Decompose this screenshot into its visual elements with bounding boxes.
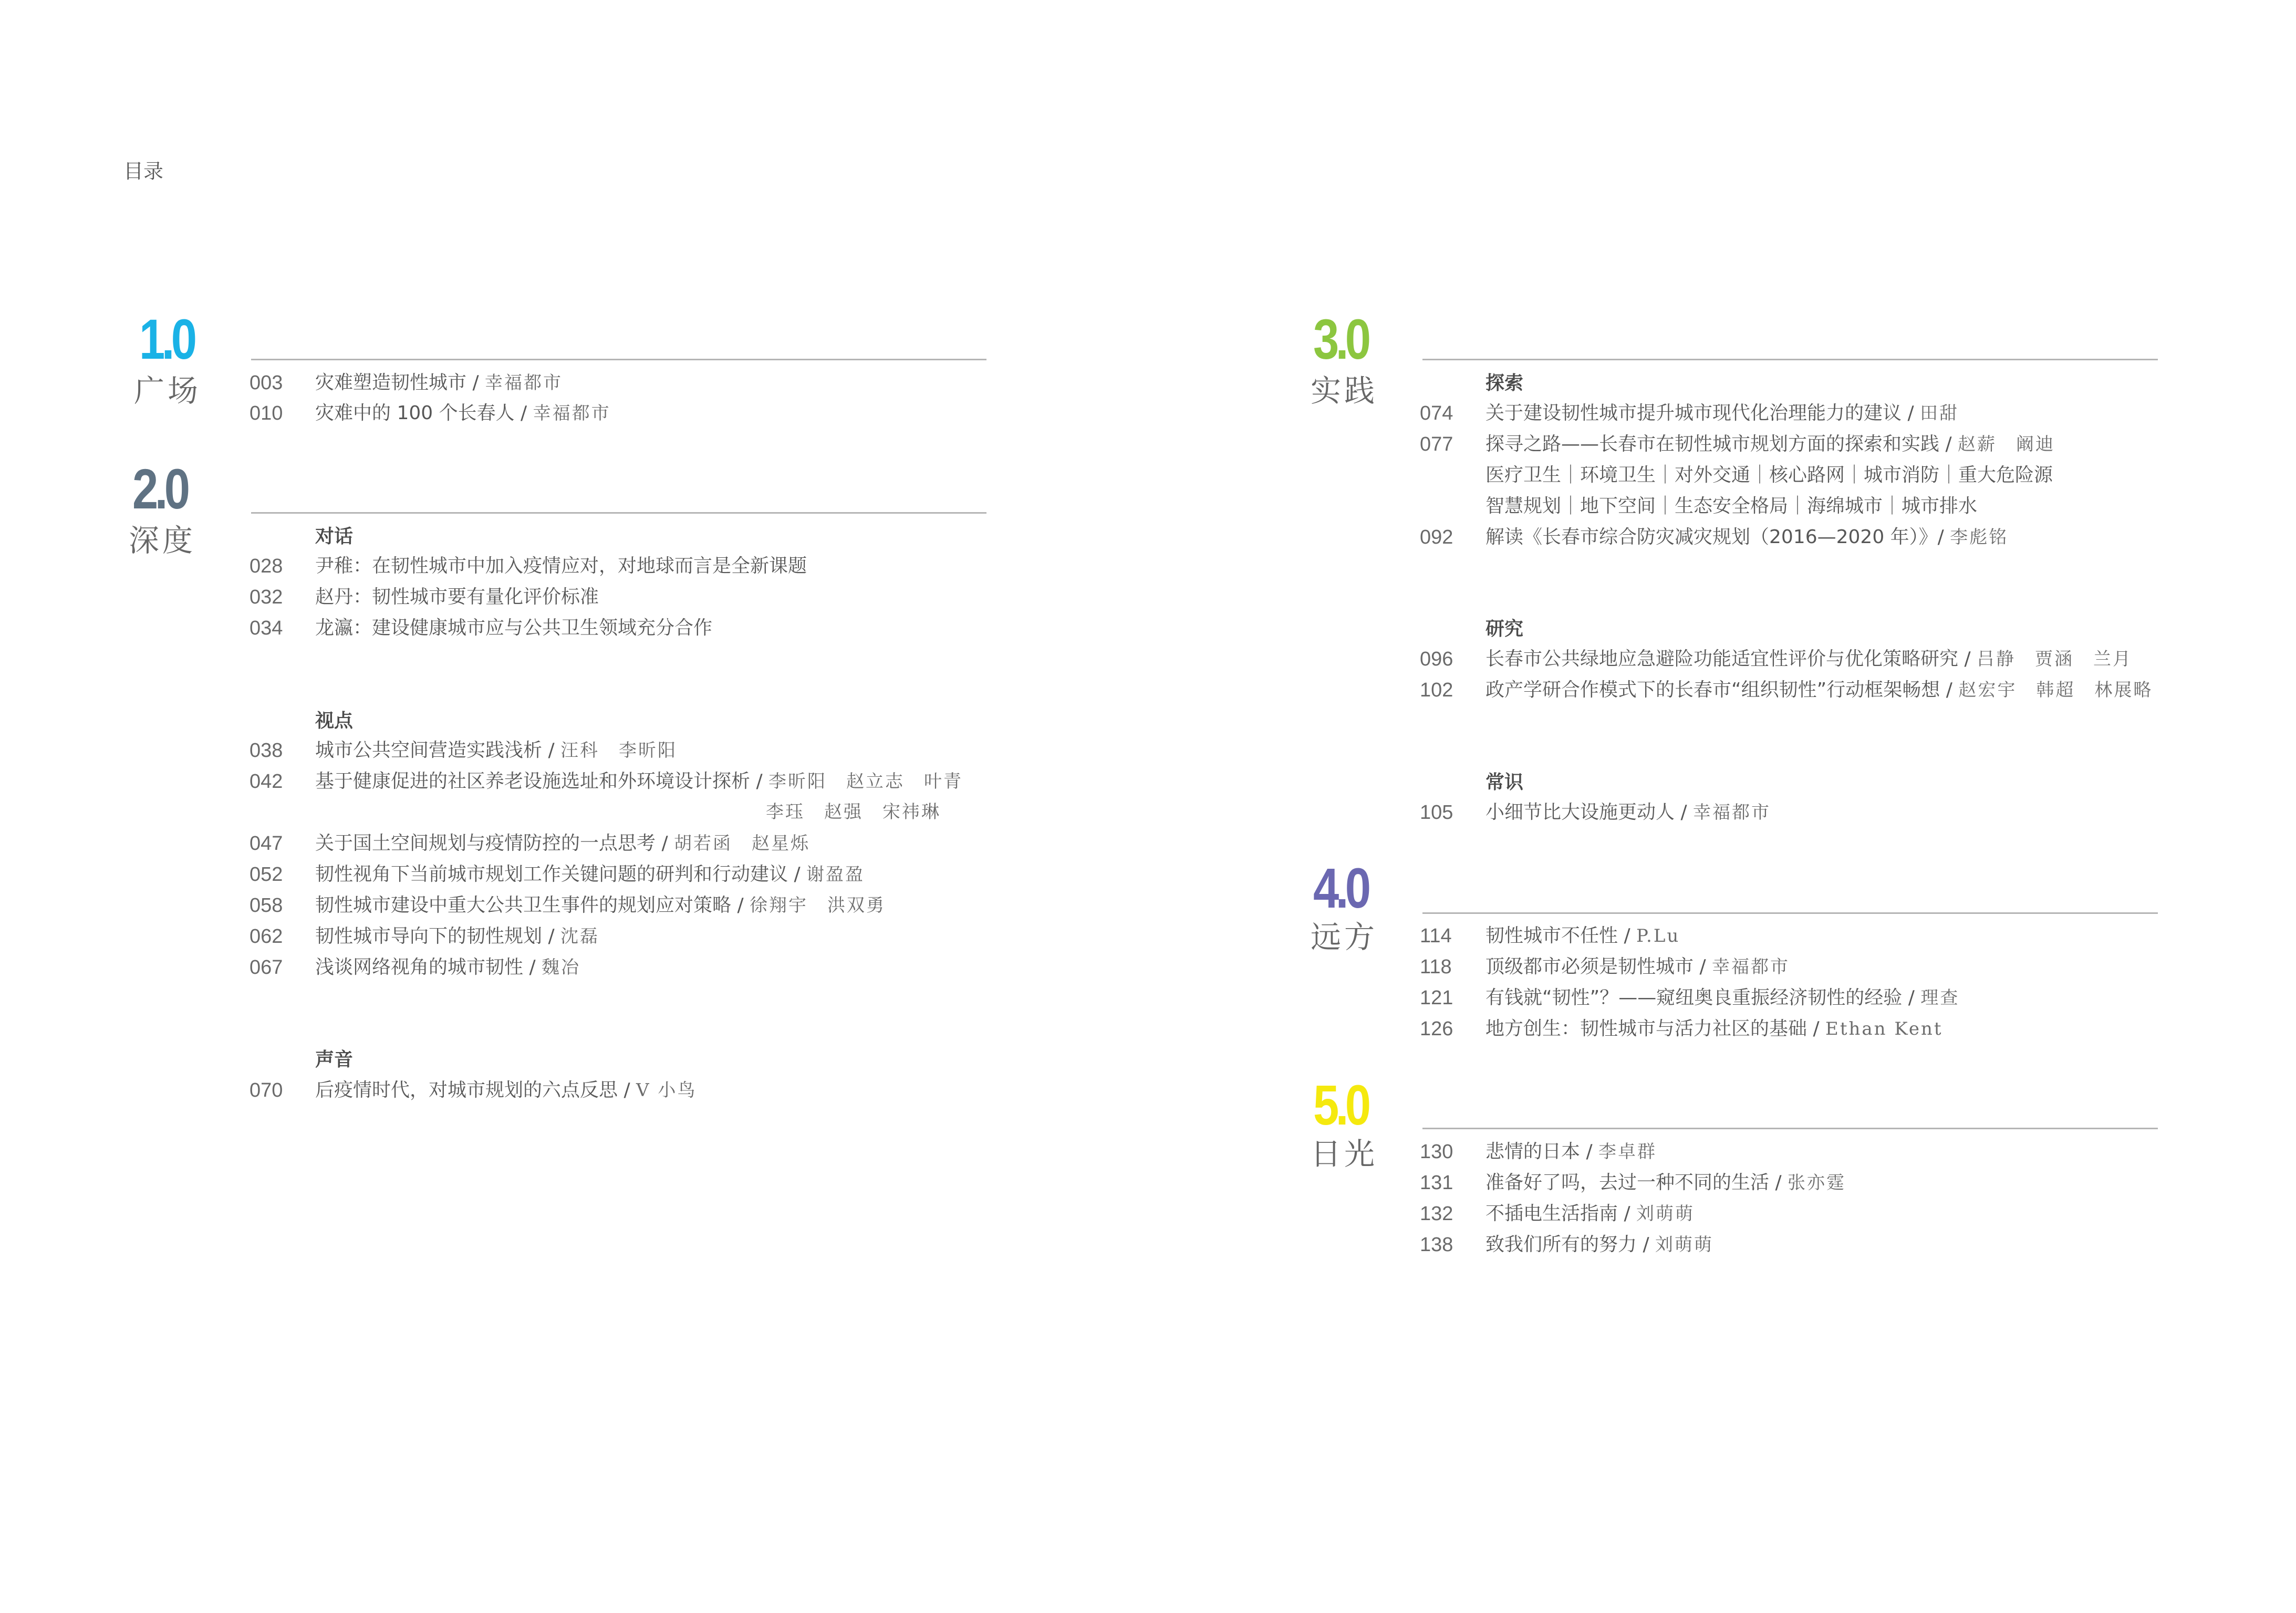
category-heading: 探索 — [1485, 372, 1524, 394]
entry-author: 胡若函 赵星烁 — [674, 833, 811, 854]
entry-title: 有钱就“韧性”？——窥纽奥良重振经济韧性的经验 / — [1485, 987, 1915, 1008]
entry-title: 探寻之路——长春市在韧性城市规划方面的探索和实践 / — [1485, 433, 1952, 455]
entry-page: 042 — [250, 771, 283, 793]
page-label: 目录 — [123, 160, 164, 183]
entry-page: 003 — [250, 372, 283, 394]
section-number: 5.0 — [1313, 1073, 1368, 1137]
entry-title: 城市公共空间营造实践浅析 / — [315, 740, 555, 761]
entry-title: 长春市公共绿地应急避险功能适宜性评价与优化策略研究 / — [1485, 648, 1971, 670]
entry-title: 基于健康促进的社区养老设施选址和外环境设计探析 / — [315, 771, 763, 792]
toc-entry[interactable] — [315, 588, 599, 607]
entry-author: P.Lu — [1636, 925, 1680, 946]
entry-page: 070 — [250, 1079, 283, 1101]
entry-author: 赵薪 阚迪 — [1958, 434, 2055, 455]
entry-title: 灾难塑造韧性城市 / — [315, 372, 479, 393]
entry-page: 092 — [1420, 526, 1453, 548]
entry-page: 102 — [1420, 679, 1453, 701]
entry-author: 幸福都市 — [485, 372, 563, 393]
entry-page: 032 — [250, 586, 283, 608]
section-number: 1.0 — [139, 307, 194, 371]
toc-entry[interactable] — [1485, 927, 1680, 945]
entry-author: 魏冶 — [542, 957, 581, 978]
entry-author: V 小鸟 — [636, 1080, 697, 1101]
category-heading: 声音 — [315, 1049, 354, 1070]
entry-title: 韧性城市建设中重大公共卫生事件的规划应对策略 / — [315, 894, 744, 916]
entry-author: 幸福都市 — [1712, 956, 1790, 977]
entry-author: 幸福都市 — [1693, 802, 1771, 823]
entry-author: 沈磊 — [560, 926, 600, 947]
entry-page: 077 — [1420, 433, 1453, 455]
toc-entry[interactable] — [315, 404, 611, 423]
section-name: 实践 — [1311, 373, 1378, 409]
entry-title: 韧性视角下当前城市规划工作关键问题的研判和行动建议 / — [315, 863, 801, 885]
entry-title: 不插电生活指南 / — [1485, 1203, 1630, 1224]
entry-page: 074 — [1420, 402, 1453, 424]
section-divider — [251, 359, 986, 360]
toc-entry[interactable] — [1485, 650, 2132, 669]
category-heading: 视点 — [315, 710, 354, 732]
toc-entry[interactable] — [1485, 1204, 1695, 1223]
toc-entry[interactable] — [1485, 1235, 1713, 1254]
toc-entry[interactable] — [1485, 1142, 1657, 1161]
toc-entry[interactable] — [315, 619, 712, 638]
entry-page: 067 — [250, 956, 283, 979]
entry-author: 李彪铭 — [1950, 527, 2009, 548]
entry-author: 张亦霆 — [1788, 1172, 1846, 1193]
toc-entry[interactable] — [315, 834, 810, 853]
entry-page: 130 — [1420, 1141, 1453, 1163]
entry-author: 徐翔宇 洪双勇 — [750, 895, 886, 916]
toc-entry[interactable] — [1485, 528, 2008, 547]
toc-entry[interactable] — [1485, 988, 1959, 1007]
entry-subtopics: 智慧规划｜地下空间｜生态安全格局｜海绵城市｜城市排水 — [1485, 495, 1978, 517]
entry-title: 悲情的日本 / — [1485, 1141, 1593, 1162]
section-number: 3.0 — [1313, 307, 1368, 371]
entry-author: 李昕阳 赵立志 叶青 — [768, 771, 963, 792]
toc-entry[interactable] — [315, 557, 807, 576]
toc-entry[interactable] — [1485, 1173, 1846, 1192]
entry-page: 114 — [1420, 925, 1452, 947]
entry-title: 赵丹：韧性城市要有量化评价标准 — [315, 586, 599, 608]
entry-author: 刘萌萌 — [1636, 1203, 1695, 1224]
toc-entry[interactable] — [1485, 435, 2055, 454]
entry-title: 顶级都市必须是韧性城市 / — [1485, 956, 1706, 977]
entry-title: 尹稚：在韧性城市中加入疫情应对，对地球而言是全新课题 — [315, 555, 807, 577]
entry-title: 后疫情时代，对城市规划的六点反思 / — [315, 1079, 630, 1101]
entry-page: 034 — [250, 617, 283, 639]
toc-entry[interactable] — [315, 741, 677, 760]
section-number: 4.0 — [1313, 856, 1368, 920]
entry-author: 刘萌萌 — [1655, 1234, 1714, 1255]
section-divider — [1422, 912, 2158, 914]
toc-entry[interactable] — [315, 772, 963, 791]
entry-page: 118 — [1420, 956, 1452, 978]
entry-title: 灾难中的 100 个长春人 / — [315, 402, 527, 424]
entry-title: 龙瀛：建设健康城市应与公共卫生领域充分合作 — [315, 617, 713, 639]
entry-title: 关于建设韧性城市提升城市现代化治理能力的建议 / — [1485, 402, 1914, 424]
entry-title: 政产学研合作模式下的长春市“组织韧性”行动框架畅想 / — [1485, 679, 1952, 701]
toc-entry[interactable] — [315, 958, 580, 977]
entry-title: 韧性城市不任性 / — [1485, 925, 1630, 946]
entry-page: 062 — [250, 925, 283, 948]
section-name: 深度 — [129, 523, 196, 558]
entry-page: 105 — [1420, 802, 1453, 824]
entry-page: 096 — [1420, 648, 1453, 670]
entry-title: 致我们所有的努力 / — [1485, 1234, 1649, 1255]
entry-title: 关于国土空间规划与疫情防控的一点思考 / — [315, 832, 668, 854]
toc-entry[interactable] — [315, 896, 886, 915]
toc-entry[interactable] — [1485, 958, 1790, 976]
entry-title: 韧性城市导向下的韧性规划 / — [315, 925, 555, 947]
entry-title: 准备好了吗，去过一种不同的生活 / — [1485, 1172, 1782, 1193]
entry-author-continued: 李珏 赵强 宋祎琳 — [766, 802, 941, 823]
entry-page: 010 — [250, 402, 283, 424]
entry-title: 小细节比大设施更动人 / — [1485, 802, 1687, 823]
section-name: 远方 — [1311, 919, 1378, 955]
entry-author: 汪科 李昕阳 — [560, 740, 678, 761]
entry-page: 126 — [1420, 1018, 1453, 1040]
toc-entry[interactable] — [1485, 1019, 1943, 1038]
toc-entry[interactable] — [315, 1081, 697, 1100]
entry-author: 谢盈盈 — [806, 864, 865, 885]
category-heading: 对话 — [315, 526, 354, 547]
entry-subtopics: 医疗卫生｜环境卫生｜对外交通｜核心路网｜城市消防｜重大危险源 — [1485, 464, 2053, 486]
entry-title: 浅谈网络视角的城市韧性 / — [315, 956, 536, 978]
section-divider — [251, 512, 986, 514]
entry-page: 132 — [1420, 1203, 1453, 1225]
toc-entry[interactable] — [315, 373, 563, 392]
entry-title: 解读《长春市综合防灾减灾规划（2016—2020 年）》/ — [1485, 526, 1944, 548]
entry-author: 理查 — [1920, 987, 1960, 1008]
entry-page: 058 — [250, 894, 283, 917]
toc-entry[interactable] — [1485, 681, 2153, 700]
entry-page: 121 — [1420, 987, 1453, 1009]
toc-entry[interactable] — [315, 865, 865, 884]
entry-author: Ethan Kent — [1825, 1018, 1943, 1039]
entry-page: 131 — [1420, 1172, 1453, 1194]
section-name: 广场 — [134, 373, 202, 409]
toc-entry[interactable] — [315, 927, 599, 946]
toc-entry[interactable] — [1485, 803, 1771, 822]
entry-page: 038 — [250, 740, 283, 762]
entry-author: 幸福都市 — [533, 403, 611, 424]
section-divider — [1422, 359, 2158, 360]
section-number: 2.0 — [132, 457, 187, 521]
category-heading: 研究 — [1485, 618, 1524, 640]
entry-author: 李卓群 — [1598, 1141, 1657, 1162]
entry-page: 028 — [250, 555, 283, 577]
section-name: 日光 — [1311, 1136, 1378, 1172]
entry-author: 赵宏宇 韩超 林展略 — [1958, 680, 2153, 701]
entry-page: 052 — [250, 863, 283, 886]
entry-page: 047 — [250, 832, 283, 855]
toc-entry[interactable] — [1485, 404, 1959, 423]
entry-author: 吕静 贾涵 兰月 — [1977, 649, 2133, 670]
entry-author: 田甜 — [1920, 403, 1959, 424]
entry-page: 138 — [1420, 1234, 1453, 1256]
entry-title: 地方创生：韧性城市与活力社区的基础 / — [1485, 1018, 1820, 1039]
section-divider — [1422, 1128, 2158, 1129]
category-heading: 常识 — [1485, 772, 1524, 793]
